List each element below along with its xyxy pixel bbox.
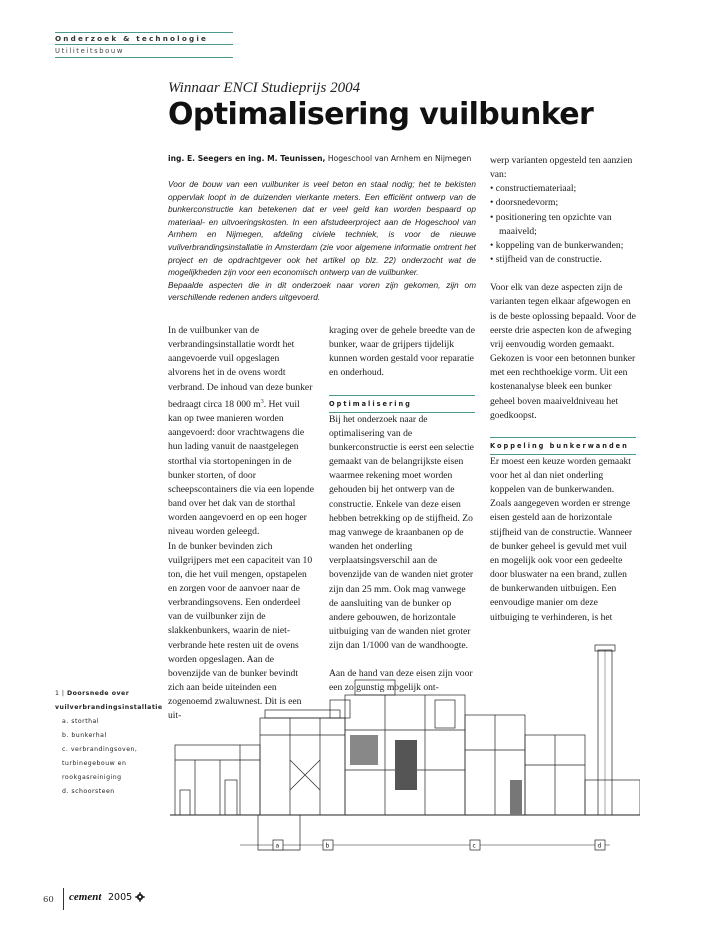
gear-icon	[135, 892, 145, 902]
marker-d-label: d	[597, 842, 602, 850]
marker-c-label: c	[472, 842, 476, 850]
body-paragraph: In de bunker bevinden zich vuilgrijpers met een capaciteit van 10 ton, die het vuil mengen, opstapelen en zorgen voor de aanvoer naar de verbrandingsovens. Een onderdeel van de vuilbunker zijn de slakkenbunkers, waarin de niet-verbrande hete resten uit de ovens worden opgeslagen. Aan de bovenzijde van de bunker bevindt zich aan beide uiteinden een zogenoemd zwaluwnest. Dit is een uit-	[168, 540, 313, 722]
header-rule-middle	[55, 44, 233, 45]
marker-b-label: b	[325, 842, 330, 850]
marker-d	[595, 840, 605, 850]
list-item: • positionering ten opzichte van maaiveld;	[490, 211, 636, 239]
superscript: 3	[260, 398, 264, 405]
figure-caption	[55, 687, 165, 799]
body-paragraph: werp varianten opgesteld ten aanzien van:	[490, 155, 633, 181]
caption-item: a. storthal	[62, 718, 100, 725]
list-item: • stijfheid van de constructie.	[490, 253, 636, 267]
header-rule-bottom	[55, 57, 233, 58]
body-paragraph: kraging over de gehele breedte van de bunker, waar de grijpers tijdelijk kunnen worden gestald voor reparatie en onderhoud.	[329, 325, 475, 379]
magazine-name: cement	[69, 891, 102, 903]
section-label: Onderzoek & technologie	[55, 34, 209, 43]
article-kicker: Winnaar ENCI Studieprijs 2004	[168, 80, 361, 96]
caption-item: b. bunkerhal	[62, 732, 107, 739]
spacer	[329, 381, 475, 395]
subsection-label: Utiliteitsbouw	[55, 47, 124, 55]
body-paragraph	[168, 324, 314, 540]
chimney	[585, 645, 640, 815]
intro-paragraph: Voor de bouw van een vuilbunker is veel beton en staal nodig; het te bekisten oppervlak loopt in de duizenden vierkante meters. Een efficiënt ontwerp van de bunkerconstructie kan betekenen dat er veel geld kan worden bespaard op materiaal- en uitvoeringskosten. In een afstudeerproject aan de Hogeschool van Arnhem en Nijmegen, afdeling civiele techniek, is voor de nieuwe vuilverbrandingsinstallatie in Amsterdam (zie voor algemene informatie omtrent het project en de opdrachtgever ook het artikel op blz. 22) onderzocht wat de mogelijkheden zijn voor een economisch ontwerp van de vuilbunker.	[168, 179, 476, 278]
body-paragraph: Er moest een keuze worden gemaakt voor het al dan niet onderling koppelen van de bunkerwanden. Zoals aangegeven worden er strenge eisen gesteld aan de horizontale stijfheid van de constructie. Wanneer de bunker geheel is gevuld met vuil en mogelijk ook voor een gedeelte door bluswater na een brand, zullen de bunkerwanden uitbuigen. Een eenvoudige manier om deze uitbuiging te verhinderen, is het	[490, 455, 633, 623]
intro-paragraph: Bepaalde aspecten die in dit onderzoek naar voren zijn gekomen, zijn om verschillende redenen anders uitgevoerd.	[168, 279, 476, 303]
subheading-koppeling: Koppeling bunkerwanden	[490, 437, 636, 455]
list-item: • constructiemateriaal;	[490, 182, 636, 196]
incinerator-building	[345, 680, 585, 815]
spacer	[490, 423, 636, 437]
body-paragraph: Bij het onderzoek naar de optimalisering van de bunkerconstructie is eerst een selectie gemaakt van de belangrijkste eisen waarmee rekening moet worden gehouden bij het ontwerp van de constructie. Enkele van deze eisen hebben betrekking op de stijfheid. Zo mag vanwege de kraanbanen op de wanden het onderling verplaatsingsverschil aan de bovenzijde van de wanden niet groter zijn dan 25 mm. Ook mag vanwege de aansluiting van de bunker op andere gebouwen, de horizontale uitbuiging van de wanden niet groter zijn dan 1/1000 van de wandhoogte.	[329, 413, 474, 652]
figure-number: 1	[55, 690, 60, 697]
body-paragraph: Voor elk van deze aspecten zijn de varianten tegen elkaar afgewogen en is de beste oplossing bepaald. Voor de eerste drie aspecten kon de afweging vrij eenvoudig worden gemaakt. Gekozen is voor een betonnen bunker met een rechthoekige vorm. Uit een kostenanalyse bleek een bunker geheel boven maaiveldniveau het goedkoopst.	[490, 282, 636, 421]
byline	[168, 154, 478, 163]
spacer	[490, 267, 636, 281]
magazine-year: 2005	[108, 892, 133, 903]
marker-a	[273, 840, 283, 850]
body-text: . Het vuil kan op twee manieren worden aangevoerd: door vrachtwagens die hun lading vanuit de naastgelegen storthal via stortopeningen in de bunker storten, of door scheepscontainers die via een lopende band over het dak van de storthal worden aangevoerd en op een hoger niveau worden geleegd.	[168, 398, 314, 538]
marker-b	[323, 840, 333, 850]
list-item: • doorsnedevorm;	[490, 196, 636, 210]
aspect-list	[490, 182, 636, 267]
marker-a-label: a	[275, 842, 280, 850]
byline-affiliation: Hogeschool van Arnhem en Nijmegen	[327, 154, 472, 163]
article-intro	[168, 178, 476, 304]
article-title: Optimalisering vuilbunker	[168, 97, 594, 132]
cross-section-drawing	[170, 640, 640, 855]
body-text: In de vuilbunker van de verbrandingsinstallatie wordt het aangevoerde vuil opgeslagen alvorens het in de ovens wordt verbrand. De inhoud van deze bunker bedraagt circa 18 000 m	[168, 325, 313, 410]
body-column-3	[490, 154, 636, 625]
caption-item: d. schoorsteen	[62, 788, 115, 795]
caption-title-text: Doorsnede over vuilverbrandingsinstallatie	[55, 690, 163, 711]
list-item: • koppeling van de bunkerwanden;	[490, 239, 636, 253]
header-rule-top	[55, 32, 233, 33]
caption-title: 1 | Doorsnede over vuilverbrandingsinstallatie	[55, 690, 163, 711]
bunkerhal-building	[260, 700, 350, 815]
footer-rule	[63, 888, 64, 910]
marker-c	[470, 840, 480, 850]
storthal-building	[175, 745, 300, 850]
subheading-optimalisering: Optimalisering	[329, 395, 475, 413]
body-paragraph: Aan de hand van deze eisen zijn voor een zo gunstig mogelijk ont-	[329, 668, 473, 694]
byline-authors: ing. E. Seegers en ing. M. Teunissen,	[168, 154, 326, 163]
caption-item: c. verbrandingsoven, turbinegebouw en rookgasreiniging	[62, 746, 138, 781]
page-number: 60	[43, 895, 54, 905]
